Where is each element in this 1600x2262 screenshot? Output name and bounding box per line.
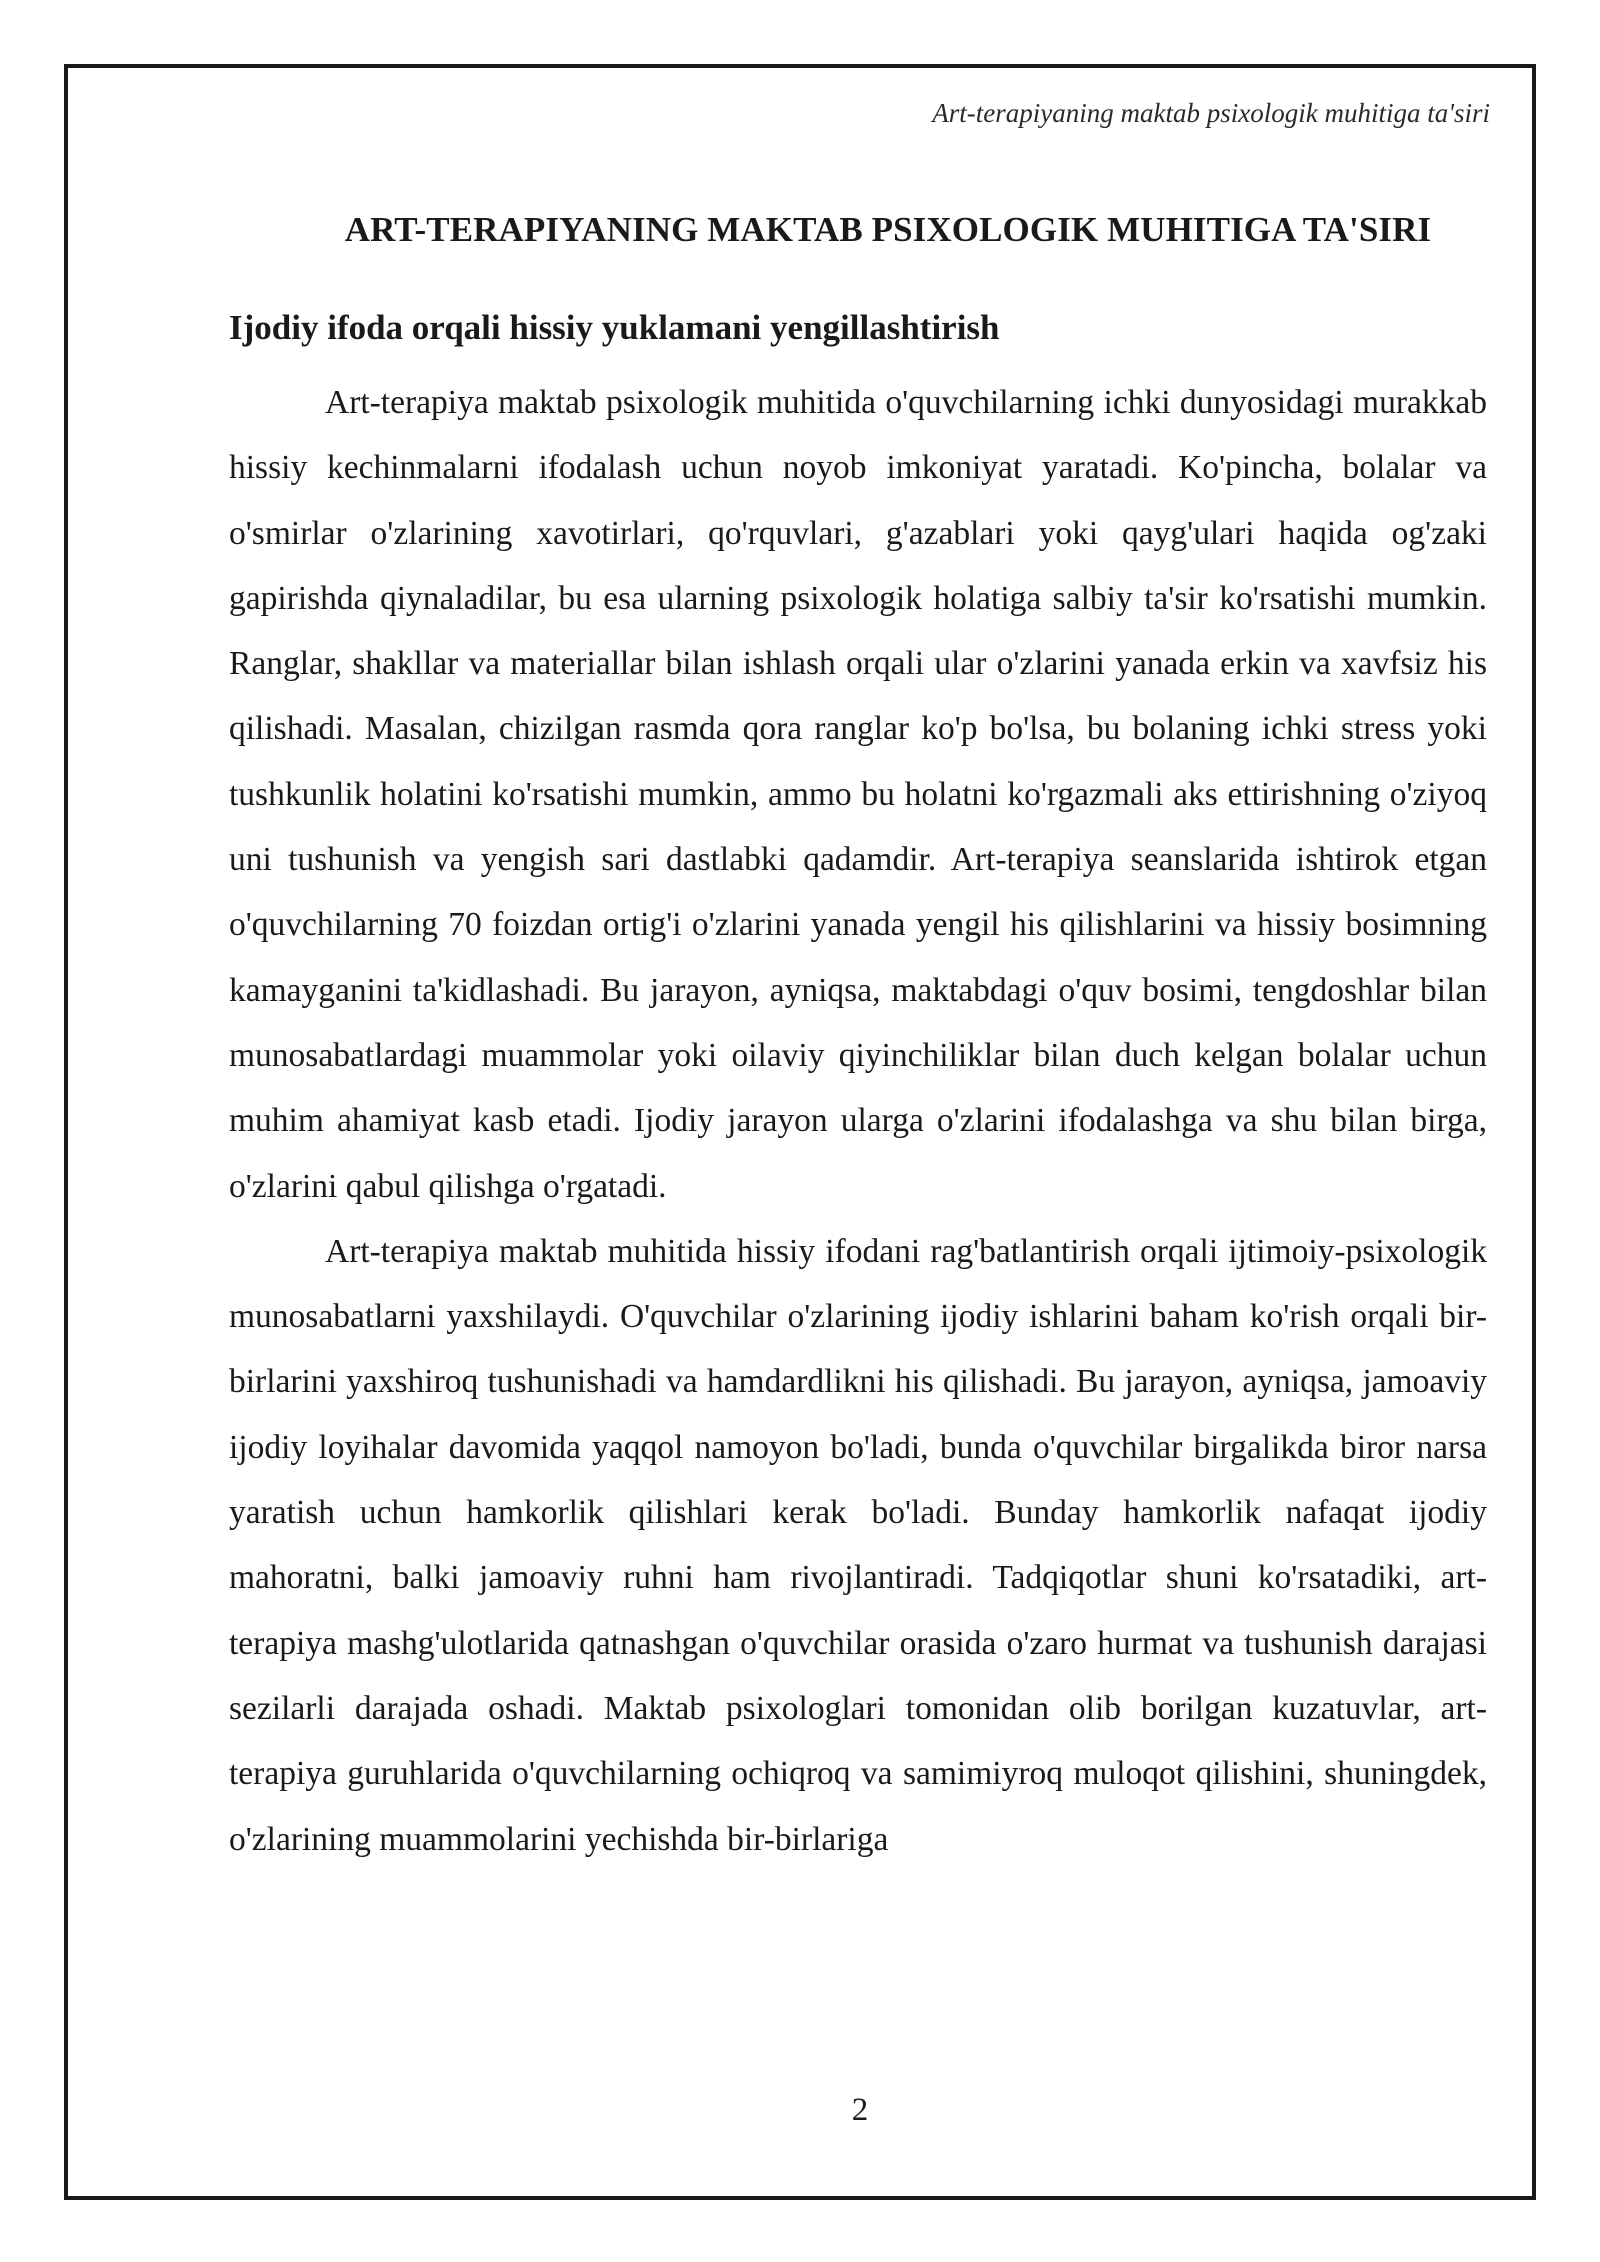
paragraph-2: Art-terapiya maktab muhitida hissiy ifodani rag'batlantirish orqali ijtimoiy-psixologik munosabatlarni yaxshilaydi. O'quvchilar o'zlarining ijodiy ishlarini baham ko'rish orqali bir-birlarini yaxshiroq tushunishadi va hamdardlikni his qilishadi. Bu jarayon, ayniqsa, jamoaviy ijodiy loyihalar davomida yaqqol namoyon bo'ladi, bunda o'quvchilar birgalikda biror narsa yaratish uchun hamkorlik qilishlari kerak bo'ladi. Bunday hamkorlik nafaqat ijodiy mahoratni, balki jamoaviy ruhni ham rivojlantiradi. Tadqiqotlar shuni ko'rsatadiki, art-terapiya mashg'ulotlarida qatnashgan o'quvchilar orasida o'zaro hurmat va tushunish darajasi sezilarli darajada oshadi. Maktab psixologlari tomonidan olib borilgan kuzatuvlar, art-terapiya guruhlarida o'quvchilarning ochiqroq va samimiyroq muloqot qilishini, shuningdek, o'zlarining muammolarini yechishda bir-birlariga	[229, 1232, 1487, 1858]
document-body	[229, 210, 1487, 1872]
page-number: 2	[851, 2092, 869, 2128]
running-header: Art-terapiyaning maktab psixologik muhitiga ta'siri	[932, 98, 1490, 128]
paragraph-1: Art-terapiya maktab psixologik muhitida o'quvchilarning ichki dunyosidagi murakkab hissiy kechinmalarni ifodalash uchun noyob imkoniyat yaratadi. Ko'pincha, bolalar va o'smirlar o'zlarining xavotirlari, qo'rquvlari, g'azablari yoki qayg'ulari haqida og'zaki gapirishda qiynaladilar, bu esa ularning psixologik holatiga salbiy ta'sir ko'rsatishi mumkin. Ranglar, shakllar va materiallar bilan ishlash orqali ular o'zlarini yanada erkin va xavfsiz his qilishadi. Masalan, chizilgan rasmda qora ranglar ko'p bo'lsa, bu bolaning ichki stress yoki tushkunlik holatini ko'rsatishi mumkin, ammo bu holatni ko'rgazmali aks ettirishning o'ziyoq uni tushunish va yengish sari dastlabki qadamdir. Art-terapiya seanslarida ishtirok etgan o'quvchilarning 70 foizdan ortig'i o'zlarini yanada yengil his qilishlarini va hissiy bosimning kamayganini ta'kidlashadi. Bu jarayon, ayniqsa, maktabdagi o'quv bosimi, tengdoshlar bilan munosabatlardagi muammolar yoki oilaviy qiyinchiliklar bilan duch kelgan bolalar uchun muhim ahamiyat kasb etadi. Ijodiy jarayon ularga o'zlarini ifodalashga va shu bilan birga, o'zlarini qabul qilishga o'rgatadi.	[229, 384, 1487, 1205]
document-title: ART-TERAPIYANING MAKTAB PSIXOLOGIK MUHITIGA TA'SIRI	[344, 210, 1432, 249]
section-heading: Ijodiy ifoda orqali hissiy yuklamani yengillashtirish	[229, 308, 1000, 347]
